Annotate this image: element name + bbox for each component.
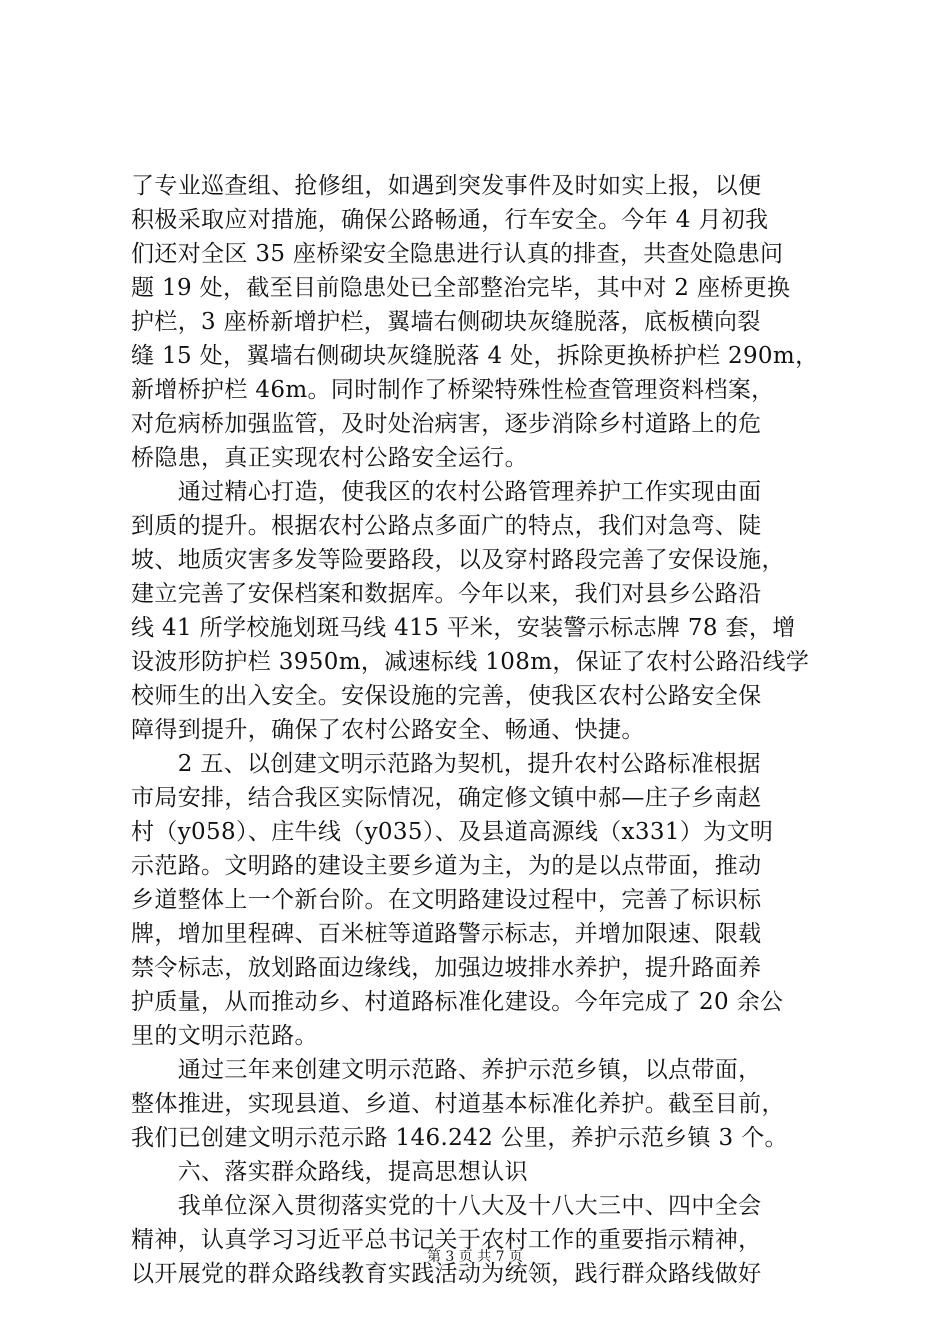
text-line: 以开展党的群众路线教育实践活动为统领，践行群众路线做好 [131,1261,762,1287]
text-line: 线 41 所学校施划斑马线 415 平米，安装警示标志牌 78 套，增 [131,615,796,641]
text-line: 到质的提升。根据农村公路点多面广的特点，我们对急弯、陡 [131,513,762,539]
text-line: 禁令标志，放划路面边缘线，加强边坡排水养护，提升路面养 [131,955,762,981]
text-line: 我们已创建文明示范示路 146.242 公里，养护示范乡镇 3 个。 [131,1125,788,1151]
text-line: 2 五、以创建文明示范路为契机，提升农村公路标准根据 [131,751,761,777]
text-line: 我单位深入贯彻落实党的十八大及十八大三中、四中全会 [131,1193,762,1219]
text-line: 了专业巡查组、抢修组，如遇到突发事件及时如实上报，以便 [131,173,762,199]
text-line: 村（y058）、庄牛线（y035）、及县道高源线（x331）为文明 [131,819,774,845]
text-line: 牌，增加里程碑、百米桩等道路警示标志，并增加限速、限载 [131,921,762,947]
text-line: 设波形防护栏 3950m，减速标线 108m，保证了农村公路沿线学 [131,649,810,675]
text-line: 通过三年来创建文明示范路、养护示范乡镇，以点带面， [131,1057,762,1083]
text-line: 题 19 处，截至目前隐患处已全部整治完毕，其中对 2 座桥更换 [131,275,791,301]
text-line: 们还对全区 35 座桥梁安全隐患进行认真的排查，共查处隐患问 [131,241,784,267]
text-line: 护质量，从而推动乡、村道路标准化建设。今年完成了 20 余公 [131,989,784,1015]
text-line: 桥隐患，真正实现农村公路安全运行。 [131,445,528,471]
section-heading: 六、落实群众路线，提高思想认识 [131,1159,528,1185]
text-line: 护栏，3 座桥新增护栏，翼墙右侧砌块灰缝脱落，底板横向裂 [131,309,761,335]
text-line: 精神，认真学习习近平总书记关于农村工作的重要指示精神， [131,1227,762,1253]
page-number-footer: 第 3 页 共 7 页 [426,1249,524,1265]
text-line: 对危病桥加强监管，及时处治病害，逐步消除乡村道路上的危 [131,411,762,437]
text-line: 障得到提升，确保了农村公路安全、畅通、快捷。 [131,717,645,743]
text-line: 积极采取应对措施，确保公路畅通，行车安全。今年 4 月初我 [131,207,769,233]
text-line: 缝 15 处，翼墙右侧砌块灰缝脱落 4 处，拆除更换桥护栏 290m， [131,343,819,369]
text-line: 乡道整体上一个新台阶。在文明路建设过程中，完善了标识标 [131,887,762,913]
text-line: 校师生的出入安全。安保设施的完善，使我区农村公路安全保 [131,683,762,709]
text-line: 建立完善了安保档案和数据库。今年以来，我们对县乡公路沿 [131,581,762,607]
text-line: 整体推进，实现县道、乡道、村道基本标准化养护。截至目前， [131,1091,785,1117]
text-line: 市局安排，结合我区实际情况，确定修文镇中郝—庄子乡南赵 [131,785,762,811]
text-line: 通过精心打造，使我区的农村公路管理养护工作实现由面 [131,479,762,505]
text-line: 坡、地质灾害多发等险要路段，以及穿村路段完善了安保设施， [131,547,785,573]
text-line: 里的文明示范路。 [131,1023,318,1049]
text-line: 新增桥护栏 46m。同时制作了桥梁特殊性检查管理资料档案， [131,377,775,403]
text-line: 示范路。文明路的建设主要乡道为主，为的是以点带面，推动 [131,853,762,879]
